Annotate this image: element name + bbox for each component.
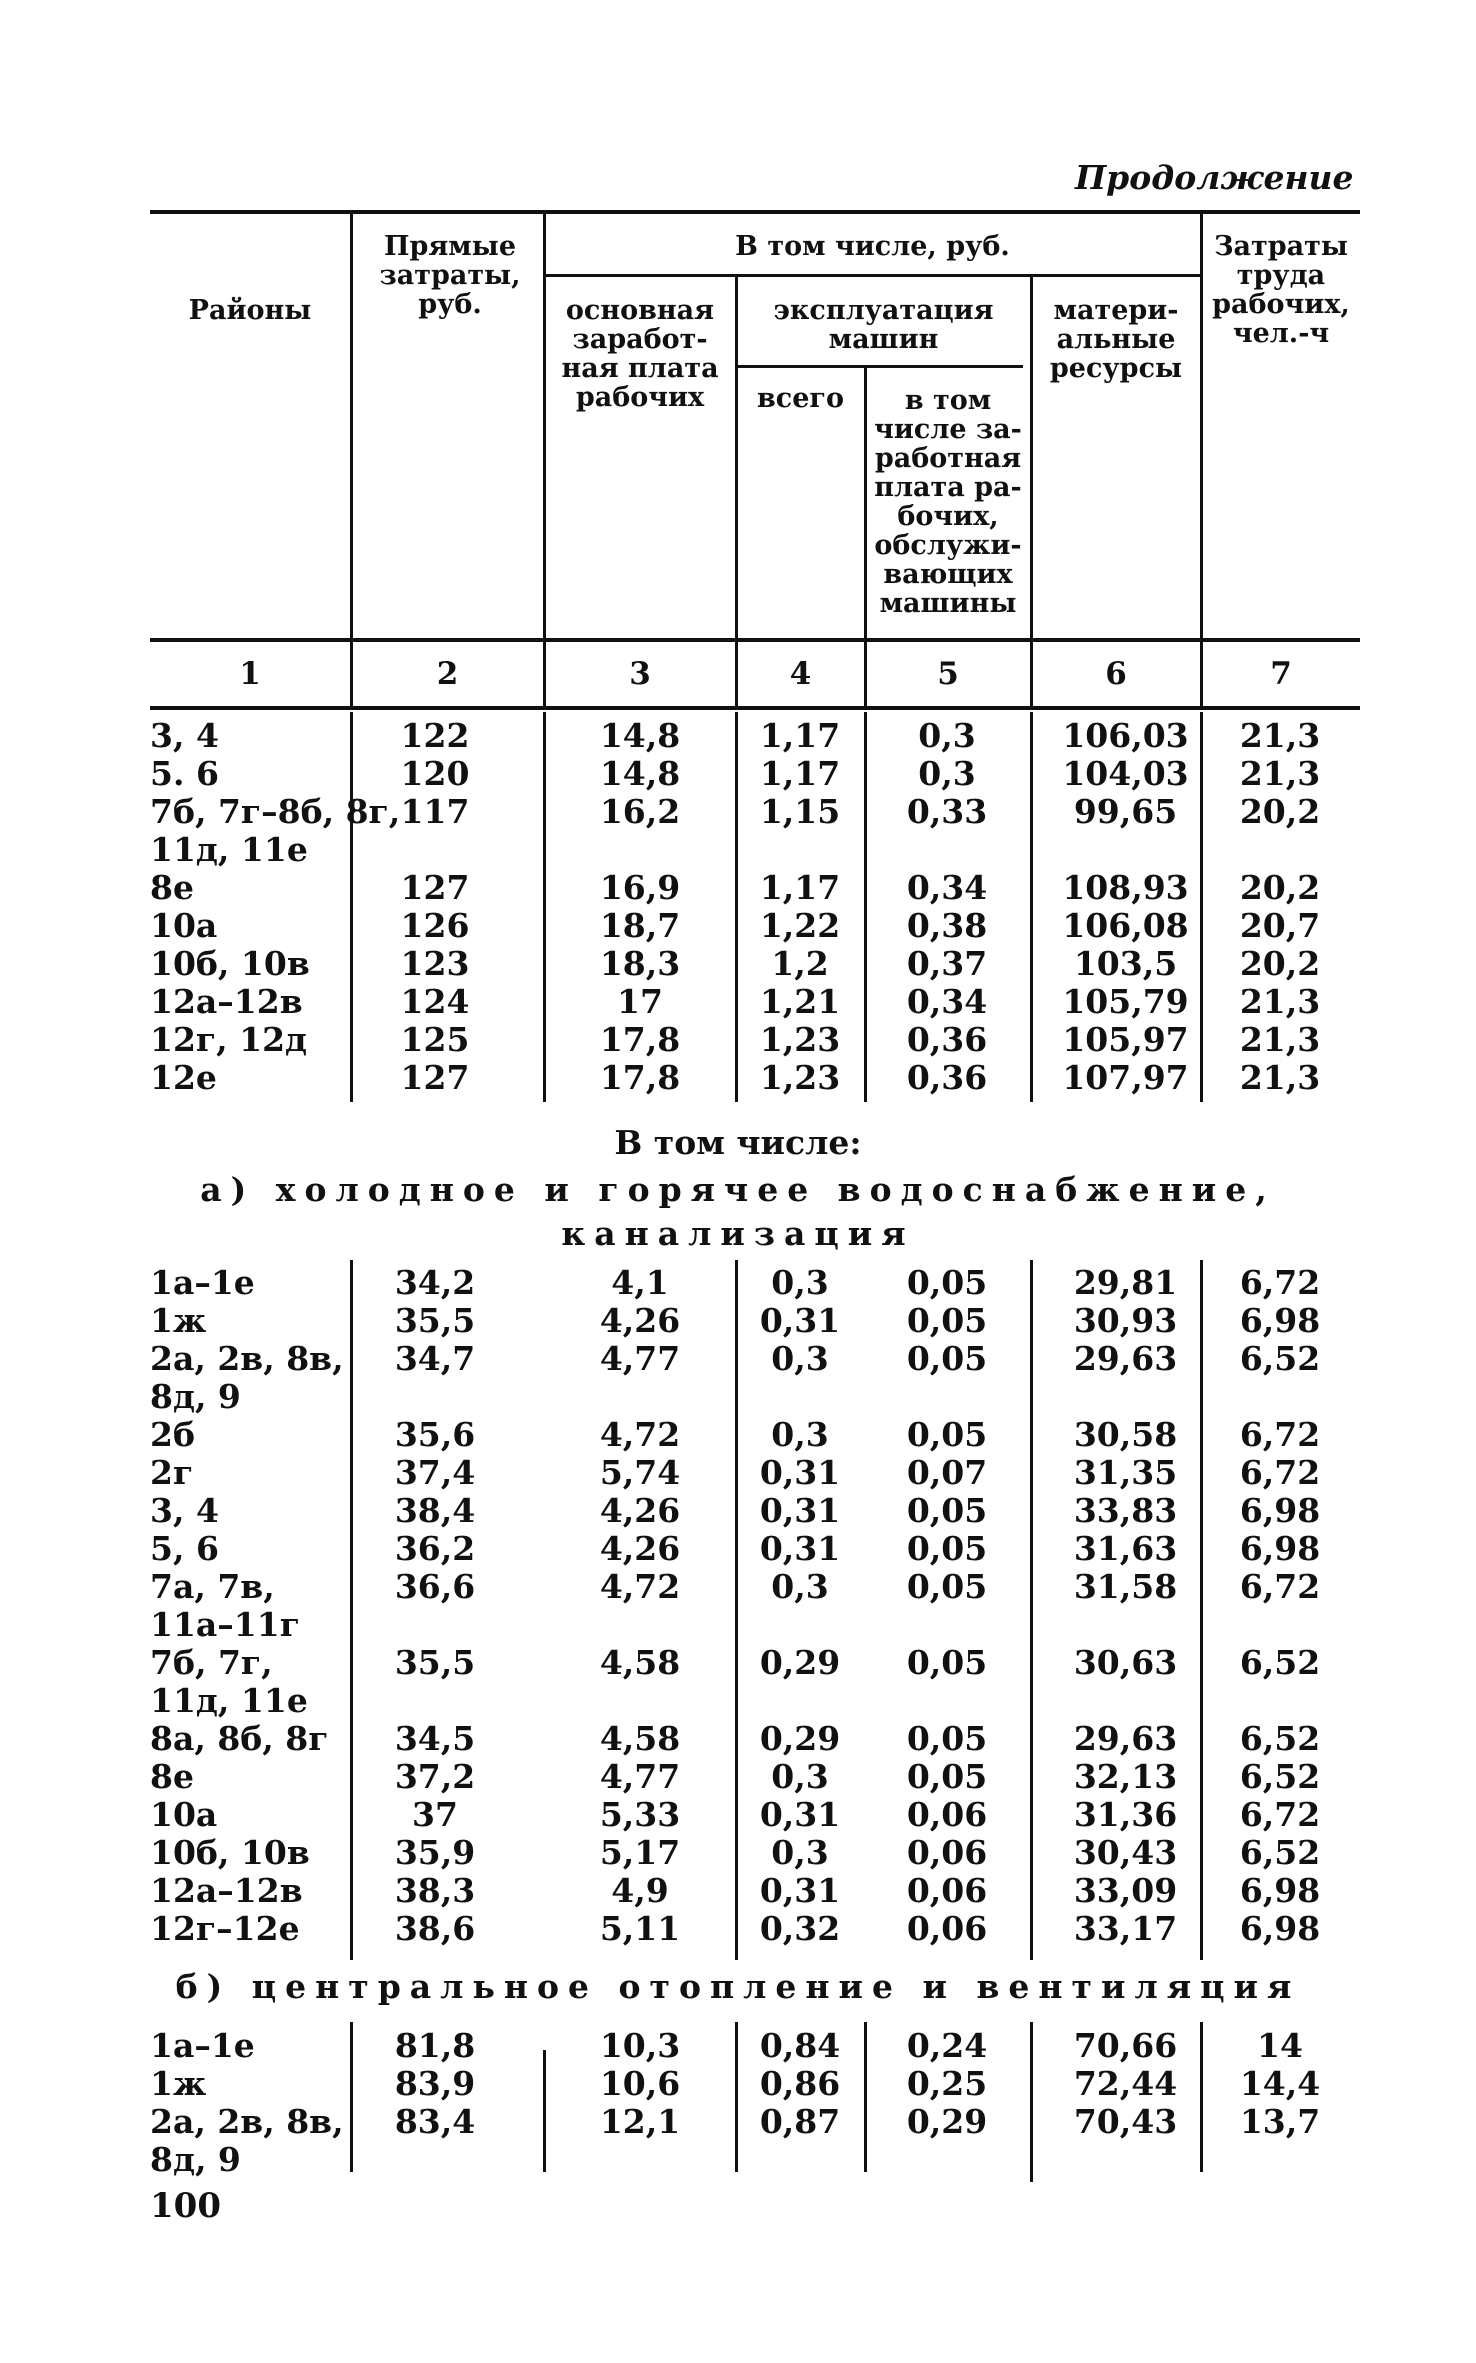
table-cell: 0,31 [759, 1795, 841, 1834]
table-cell: 5,74 [599, 1453, 681, 1492]
table-row-label: 8а, 8б, 8г [150, 1719, 329, 1758]
table-cell: 35,5 [394, 1643, 476, 1682]
table-cell: 0,31 [759, 1491, 841, 1530]
table-row-label: 1ж [150, 1301, 207, 1340]
column-number: 3 [629, 656, 651, 692]
table-cell: 6,52 [1239, 1643, 1321, 1682]
table-cell: 10,3 [599, 2026, 681, 2065]
table-cell: 0,24 [906, 2026, 988, 2065]
table-cell: 72,44 [1073, 2064, 1178, 2103]
table-cell: 6,52 [1239, 1719, 1321, 1758]
table-cell: 20,2 [1239, 944, 1321, 983]
table-row-label: 2а, 2в, 8в, [150, 2102, 344, 2141]
table-cell: 81,8 [394, 2026, 476, 2065]
table-row-label-cont: 11д, 11е [150, 1681, 308, 1720]
header-v-tom-chisle: В том числе, руб. [735, 231, 1010, 262]
table-cell: 37,4 [394, 1453, 476, 1492]
table-row-label: 5. 6 [150, 754, 219, 793]
table-cell: 4,72 [599, 1567, 681, 1606]
table-cell: 0,31 [759, 1453, 841, 1492]
v-tom-chisle-label: В том числе: [614, 1123, 862, 1162]
table-cell: 1,23 [759, 1020, 841, 1059]
table-cell: 0,06 [906, 1795, 988, 1834]
table-row-label: 1ж [150, 2064, 207, 2103]
header-vsego: всего [757, 383, 844, 414]
table-cell: 36,6 [394, 1567, 476, 1606]
table-row-label: 12г, 12д [150, 1020, 308, 1059]
table-cell: 83,9 [394, 2064, 476, 2103]
table-cell: 0,37 [906, 944, 988, 983]
table-cell: 4,1 [611, 1263, 669, 1302]
table-cell: 18,3 [599, 944, 681, 983]
table-cell: 29,63 [1073, 1719, 1178, 1758]
table-cell: 1,23 [759, 1058, 841, 1097]
table-cell: 0,87 [759, 2102, 841, 2141]
table-cell: 38,4 [394, 1491, 476, 1530]
table-cell: 0,05 [906, 1301, 988, 1340]
section-b-vrule-1 [350, 2022, 353, 2172]
table-cell: 34,2 [394, 1263, 476, 1302]
table-cell: 0,3 [771, 1833, 829, 1872]
table-cell: 14,8 [599, 716, 681, 755]
table-cell: 4,26 [599, 1301, 681, 1340]
table-cell: 0,3 [771, 1415, 829, 1454]
table-cell: 16,2 [599, 792, 681, 831]
table-row-label: 3, 4 [150, 716, 219, 755]
table-row-label-cont: 11а–11г [150, 1605, 300, 1644]
table-row-label: 10а [150, 1795, 218, 1834]
table-cell: 5,11 [599, 1909, 681, 1948]
table-cell: 20,2 [1239, 792, 1321, 831]
table-cell: 120 [400, 754, 470, 793]
table-cell: 33,09 [1073, 1871, 1178, 1910]
section-b-title: б) центральное отопление и вентиляция [175, 1967, 1301, 2006]
header-subrule-1 [545, 274, 1202, 277]
table-cell: 0,32 [759, 1909, 841, 1948]
column-number: 1 [239, 656, 261, 692]
table-cell: 124 [400, 982, 470, 1021]
table-row-label: 7б, 7г–8б, 8г, [150, 792, 401, 831]
table-cell: 33,83 [1073, 1491, 1178, 1530]
table-cell: 0,84 [759, 2026, 841, 2065]
table-cell: 0,29 [759, 1719, 841, 1758]
table-cell: 0,05 [906, 1491, 988, 1530]
section-a-title: а) холодное и горячее водоснабжение, [200, 1170, 1276, 1209]
table-cell: 4,26 [599, 1529, 681, 1568]
table-cell: 0,05 [906, 1719, 988, 1758]
table-cell: 1,21 [759, 982, 841, 1021]
table-cell: 21,3 [1239, 754, 1321, 793]
table-row-label: 12е [150, 1058, 217, 1097]
table-cell: 0,29 [906, 2102, 988, 2141]
table-cell: 123 [400, 944, 470, 983]
table-cell: 4,9 [611, 1871, 669, 1910]
table-cell: 0,06 [906, 1909, 988, 1948]
table-cell: 126 [400, 906, 470, 945]
table-cell: 106,03 [1062, 716, 1189, 755]
header-v-tom-chisle-zp: в том числе за- работная плата ра- бочих, обслужи- вающих машины [874, 385, 1022, 619]
table-row-label: 1а–1е [150, 2026, 255, 2065]
table-cell: 0,31 [759, 1871, 841, 1910]
table-cell: 0,3 [771, 1263, 829, 1302]
table-cell: 0,3 [771, 1339, 829, 1378]
table-cell: 38,6 [394, 1909, 476, 1948]
column-number: 2 [436, 656, 459, 692]
table-cell: 0,38 [906, 906, 988, 945]
table-cell: 1,17 [759, 754, 841, 793]
table-cell: 0,25 [906, 2064, 988, 2103]
table-row-label: 7а, 7в, [150, 1567, 275, 1606]
table-cell: 14,4 [1239, 2064, 1321, 2103]
table-cell: 5,17 [599, 1833, 681, 1872]
table-cell: 0,36 [906, 1058, 988, 1097]
table-cell: 29,81 [1073, 1263, 1178, 1302]
table-cell: 104,03 [1062, 754, 1189, 793]
table-cell: 10,6 [599, 2064, 681, 2103]
table-cell: 0,3 [918, 754, 976, 793]
table-cell: 127 [400, 868, 470, 907]
table-cell: 108,93 [1062, 868, 1189, 907]
table-cell: 6,98 [1239, 1491, 1321, 1530]
table-cell: 1,17 [759, 868, 841, 907]
table-cell: 0,36 [906, 1020, 988, 1059]
table-row-label: 3, 4 [150, 1491, 219, 1530]
table-row-label: 8е [150, 868, 194, 907]
table-row-label: 2а, 2в, 8в, [150, 1339, 344, 1378]
table-cell: 6,98 [1239, 1909, 1321, 1948]
continuation-label: Продолжение [1075, 158, 1354, 197]
table-row-label-cont: 8д, 9 [150, 2140, 241, 2179]
table-cell: 38,3 [394, 1871, 476, 1910]
table-cell: 21,3 [1239, 716, 1321, 755]
table-cell: 33,17 [1073, 1909, 1178, 1948]
table-row-label-cont: 8д, 9 [150, 1377, 241, 1416]
table-row-label: 10б, 10в [150, 1833, 310, 1872]
table-cell: 37,2 [394, 1757, 476, 1796]
header-rayony: Районы [188, 295, 312, 326]
header-materialnye: матери- альные ресурсы [1049, 295, 1183, 384]
header-subrule-2 [735, 365, 1023, 368]
table-cell: 34,7 [394, 1339, 476, 1378]
header-ekspluatatsiya: эксплуатация машин [773, 295, 994, 355]
table-cell: 30,43 [1073, 1833, 1178, 1872]
table-cell: 1,15 [759, 792, 841, 831]
table-cell: 0,05 [906, 1415, 988, 1454]
table-cell: 117 [400, 792, 470, 831]
table-cell: 6,52 [1239, 1757, 1321, 1796]
table-cell: 30,63 [1073, 1643, 1178, 1682]
table-cell: 0,07 [906, 1453, 988, 1492]
table-cell: 107,97 [1062, 1058, 1189, 1097]
table-cell: 122 [400, 716, 470, 755]
table-cell: 0,34 [906, 982, 988, 1021]
table-cell: 14 [1257, 2026, 1303, 2065]
table-cell: 17,8 [599, 1020, 681, 1059]
table-cell: 6,98 [1239, 1301, 1321, 1340]
table-cell: 20,2 [1239, 868, 1321, 907]
table-cell: 6,72 [1239, 1453, 1321, 1492]
table-cell: 0,05 [906, 1263, 988, 1302]
table-cell: 83,4 [394, 2102, 476, 2141]
table-cell: 36,2 [394, 1529, 476, 1568]
table-cell: 1,2 [771, 944, 829, 983]
table-cell: 6,52 [1239, 1833, 1321, 1872]
table-row-label: 10б, 10в [150, 944, 310, 983]
table-cell: 37 [412, 1795, 458, 1834]
table-cell: 12,1 [599, 2102, 681, 2141]
table-cell: 17 [617, 982, 663, 1021]
table-cell: 70,43 [1073, 2102, 1178, 2141]
table-cell: 0,05 [906, 1339, 988, 1378]
header-zatraty-truda: Затраты труда рабочих, чел.-ч [1212, 231, 1350, 349]
table-row-label: 12г–12е [150, 1909, 300, 1948]
table-cell: 6,72 [1239, 1567, 1321, 1606]
table-cell: 4,77 [599, 1757, 681, 1796]
numbers-bottom-rule [150, 706, 1360, 710]
column-number: 6 [1105, 656, 1127, 692]
table-cell: 0,86 [759, 2064, 841, 2103]
section-a-vrule-1 [350, 1260, 353, 1960]
table-cell: 31,36 [1073, 1795, 1178, 1834]
table-cell: 0,06 [906, 1833, 988, 1872]
table-cell: 99,65 [1073, 792, 1178, 831]
table-cell: 32,13 [1073, 1757, 1178, 1796]
column-number: 5 [937, 656, 959, 692]
table-cell: 6,98 [1239, 1529, 1321, 1568]
header-osnovnaya: основная заработ- ная плата рабочих [561, 295, 719, 413]
table-cell: 5,33 [599, 1795, 681, 1834]
section-a-title-line2: канализация [561, 1214, 915, 1253]
table-cell: 31,63 [1073, 1529, 1178, 1568]
table-cell: 0,29 [759, 1643, 841, 1682]
table-row-label-cont: 11д, 11е [150, 830, 308, 869]
table-cell: 21,3 [1239, 1020, 1321, 1059]
column-number: 4 [789, 656, 812, 692]
table-row-label: 12а–12в [150, 982, 303, 1021]
table-row-label: 8е [150, 1757, 194, 1796]
table-cell: 105,79 [1062, 982, 1189, 1021]
table-cell: 0,3 [918, 716, 976, 755]
table-cell: 0,06 [906, 1871, 988, 1910]
table-cell: 21,3 [1239, 1058, 1321, 1097]
table-cell: 4,77 [599, 1339, 681, 1378]
table-cell: 20,7 [1239, 906, 1321, 945]
table-row-label: 1а–1е [150, 1263, 255, 1302]
table-cell: 4,72 [599, 1415, 681, 1454]
header-pryamye: Прямые затраты, руб. [379, 231, 521, 320]
table-cell: 106,08 [1062, 906, 1189, 945]
table-cell: 125 [400, 1020, 470, 1059]
table-cell: 21,3 [1239, 982, 1321, 1021]
table-cell: 16,9 [599, 868, 681, 907]
table-cell: 31,58 [1073, 1567, 1178, 1606]
table-cell: 29,63 [1073, 1339, 1178, 1378]
table-cell: 17,8 [599, 1058, 681, 1097]
column-number: 7 [1270, 656, 1292, 692]
table-row-label: 10а [150, 906, 218, 945]
table-cell: 0,31 [759, 1301, 841, 1340]
table-cell: 14,8 [599, 754, 681, 793]
table-cell: 35,5 [394, 1301, 476, 1340]
table-cell: 105,97 [1062, 1020, 1189, 1059]
table-cell: 103,5 [1073, 944, 1178, 983]
table-cell: 127 [400, 1058, 470, 1097]
header-bottom-rule [150, 638, 1360, 642]
table-cell: 6,72 [1239, 1415, 1321, 1454]
page-number: 100 [150, 2186, 221, 2226]
table-row-label: 7б, 7г, [150, 1643, 273, 1682]
table-cell: 6,72 [1239, 1263, 1321, 1302]
table-cell: 70,66 [1073, 2026, 1178, 2065]
table-top-rule [150, 210, 1360, 214]
table-cell: 6,98 [1239, 1871, 1321, 1910]
table-cell: 0,05 [906, 1643, 988, 1682]
table-cell: 30,93 [1073, 1301, 1178, 1340]
table-cell: 0,05 [906, 1757, 988, 1796]
table-cell: 0,05 [906, 1529, 988, 1568]
table-cell: 1,17 [759, 716, 841, 755]
table-cell: 0,05 [906, 1567, 988, 1606]
table-cell: 1,22 [759, 906, 841, 945]
table-cell: 0,3 [771, 1567, 829, 1606]
table-row-label: 2г [150, 1453, 194, 1492]
table-cell: 30,58 [1073, 1415, 1178, 1454]
table-cell: 35,6 [394, 1415, 476, 1454]
table-row-label: 12а–12в [150, 1871, 303, 1910]
table-cell: 4,58 [599, 1719, 681, 1758]
table-row-label: 5, 6 [150, 1529, 219, 1568]
table-cell: 35,9 [394, 1833, 476, 1872]
table-cell: 13,7 [1239, 2102, 1321, 2141]
table-cell: 6,52 [1239, 1339, 1321, 1378]
table-cell: 34,5 [394, 1719, 476, 1758]
table-cell: 4,26 [599, 1491, 681, 1530]
table-cell: 18,7 [599, 906, 681, 945]
table-row-label: 2б [150, 1415, 195, 1454]
table-cell: 0,33 [906, 792, 988, 831]
table-cell: 0,34 [906, 868, 988, 907]
body-vrule-1 [350, 712, 353, 1102]
table-cell: 4,58 [599, 1643, 681, 1682]
table-cell: 31,35 [1073, 1453, 1178, 1492]
header-vrule-1 [350, 212, 353, 640]
table-cell: 6,72 [1239, 1795, 1321, 1834]
table-cell: 0,31 [759, 1529, 841, 1568]
table-cell: 0,3 [771, 1757, 829, 1796]
